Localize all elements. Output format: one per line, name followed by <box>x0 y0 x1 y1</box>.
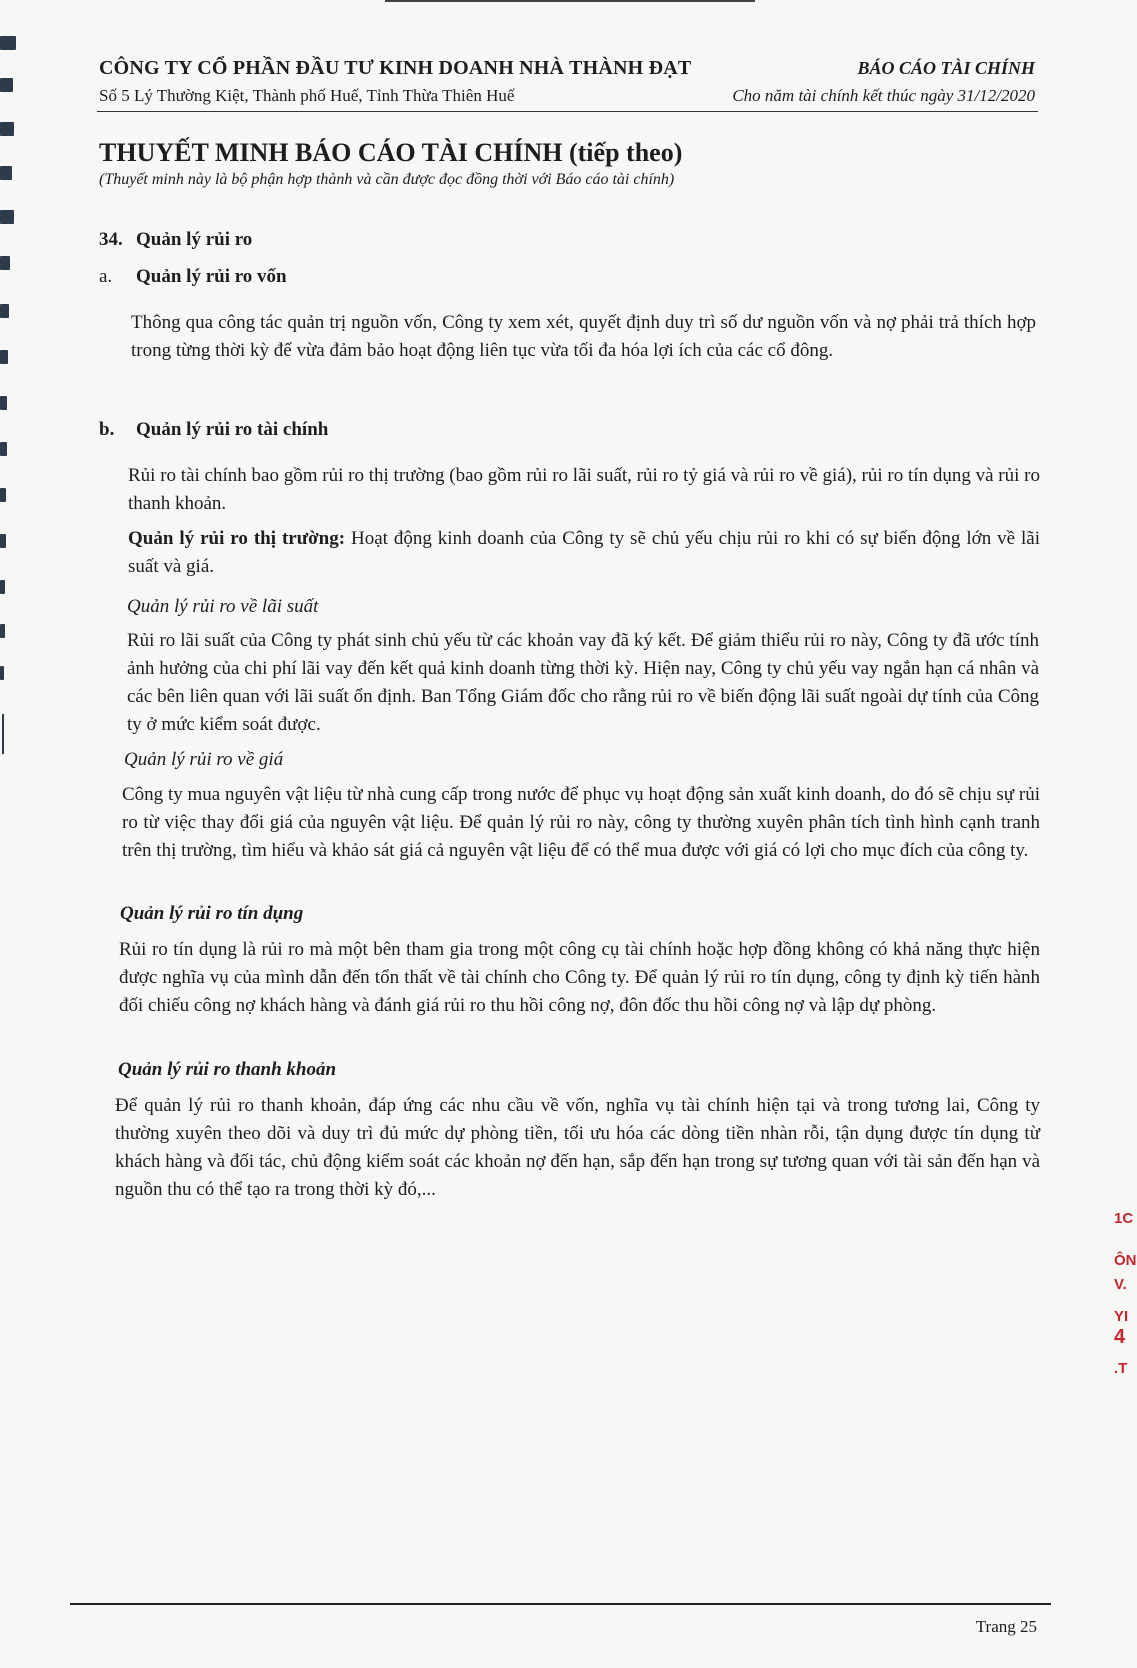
binding-mark <box>0 166 12 180</box>
section-title: Quản lý rủi ro <box>136 229 253 250</box>
report-period: Cho năm tài chính kết thúc ngày 31/12/2020 <box>732 86 1035 105</box>
binding-mark <box>0 210 14 224</box>
binding-mark <box>0 396 7 410</box>
subsection-label: b. <box>99 419 115 440</box>
credit-risk-heading: Quản lý rủi ro tín dụng <box>120 903 304 924</box>
page-top-edge-line <box>385 0 755 2</box>
liquidity-risk-paragraph: Để quản lý rủi ro thanh khoản, đáp ứng các nhu cầu về vốn, nghĩa vụ tài chính hiện tại và trong tương lai, Công ty thường xuyên theo dõi và duy trì đủ mức dự phòng tiền, tối ưu hóa các dòng tiền nhàn rỗi, tận dụng được tín dụng từ khách hàng và đối tác, chủ động kiểm soát các khoản nợ đến hạn, sắp đến hạn trong sự tương quan với tài sản đến hạn và nguồn thu có thể tạo ra trong thời kỳ đó,... <box>115 1095 1040 1200</box>
company-name: CÔNG TY CỔ PHẦN ĐẦU TƯ KINH DOANH NHÀ THÀNH ĐẠT <box>99 57 692 79</box>
financial-risk-intro: Rủi ro tài chính bao gồm rủi ro thị trường (bao gồm rủi ro lãi suất, rủi ro tỷ giá và rủi ro về giá), rủi ro tín dụng và rủi ro thanh khoản. <box>128 465 1040 514</box>
price-risk-paragraph: Công ty mua nguyên vật liệu từ nhà cung cấp trong nước để phục vụ hoạt động sản xuất kinh doanh, do đó sẽ chịu sự rủi ro từ việc thay đổi giá của nguyên vật liệu. Để quản lý rủi ro này, công ty thường xuyên phân tích tình hình cạnh tranh trên thị trường, tìm hiểu và khảo sát giá cả nguyên vật liệu để có thể mua được với giá có lợi cho mục đích của công ty. <box>122 784 1040 861</box>
liquidity-risk-heading: Quản lý rủi ro thanh khoản <box>118 1059 337 1080</box>
subsection-label: a. <box>99 266 113 287</box>
interest-risk-paragraph: Rủi ro lãi suất của Công ty phát sinh chủ yếu từ các khoản vay đã ký kết. Để giảm thiểu rủi ro này, Công ty đã ước tính ảnh hưởng của chi phí lãi vay đến kết quả kinh doanh từng thời kỳ. Hiện nay, Công ty chủ yếu vay ngắn hạn cá nhân và các bên liên quan với lãi suất ổn định. Ban Tổng Giám đốc cho rằng rủi ro về biến động lãi suất ngoài dự tính của Công ty ở mức kiểm soát được. <box>127 630 1039 735</box>
page-number: Trang 25 <box>975 1617 1037 1636</box>
footer-divider <box>70 1603 1051 1605</box>
subsection-a-heading <box>99 266 287 288</box>
capital-risk-paragraph: Thông qua công tác quản trị nguồn vốn, Công ty xem xét, quyết định duy trì số dư nguồn vốn và nợ phải trả thích hợp trong từng thời kỳ để vừa đảm bảo hoạt động liên tục vừa tối đa hóa lợi ích của các cổ đông. <box>131 312 1036 361</box>
document-subtitle: (Thuyết minh này là bộ phận hợp thành và cần được đọc đồng thời với Báo cáo tài chính) <box>99 171 675 188</box>
market-risk-paragraph <box>128 525 1040 581</box>
header-divider <box>97 111 1038 112</box>
binding-mark <box>2 714 4 754</box>
binding-mark <box>0 666 4 680</box>
subsection-title: Quản lý rủi ro tài chính <box>136 419 329 440</box>
stamp-text: ÔN <box>1114 1252 1137 1269</box>
binding-mark <box>0 488 6 502</box>
binding-mark <box>0 442 7 456</box>
document-title: THUYẾT MINH BÁO CÁO TÀI CHÍNH (tiếp theo) <box>99 138 683 167</box>
binding-mark <box>0 256 10 270</box>
section-number: 34. <box>99 229 123 250</box>
market-risk-text: Hoạt động kinh doanh của Công ty sẽ chủ yếu chịu rủi ro khi có sự biến động lớn về lãi suất và giá. <box>128 528 1041 577</box>
binding-mark <box>0 350 8 364</box>
market-risk-label: Quản lý rủi ro thị trường: <box>128 528 346 549</box>
binding-mark <box>0 580 5 594</box>
binding-mark <box>0 78 13 92</box>
subsection-title: Quản lý rủi ro vốn <box>136 266 287 287</box>
stamp-text: 1C <box>1114 1210 1134 1227</box>
stamp-text: YI <box>1114 1308 1129 1325</box>
binding-holes <box>0 24 18 784</box>
binding-mark <box>0 534 6 548</box>
subsection-b-heading <box>99 419 328 441</box>
stamp-text: 4 <box>1114 1326 1126 1348</box>
price-risk-heading: Quản lý rủi ro về giá <box>124 749 284 770</box>
stamp-text: .T <box>1114 1360 1128 1377</box>
binding-mark <box>0 122 14 136</box>
report-title: BÁO CÁO TÀI CHÍNH <box>857 58 1035 78</box>
stamp-text: V. <box>1114 1276 1127 1293</box>
section-34-heading <box>99 229 252 251</box>
binding-mark <box>0 304 9 318</box>
interest-risk-heading: Quản lý rủi ro về lãi suất <box>127 596 319 617</box>
company-address: Số 5 Lý Thường Kiệt, Thành phố Huế, Tỉnh Thừa Thiên Huế <box>99 86 515 105</box>
red-stamp-fragment <box>1108 1210 1137 1377</box>
credit-risk-paragraph: Rủi ro tín dụng là rủi ro mà một bên tham gia trong một công cụ tài chính hoặc hợp đồng không có khả năng thực hiện được nghĩa vụ của mình dẫn đến tổn thất về tài chính cho Công ty. Để quản lý rủi ro tín dụng, công ty định kỳ tiến hành đối chiếu công nợ khách hàng và đánh giá rủi ro thu hồi công nợ, đôn đốc thu hồi công nợ và lập dự phòng. <box>119 939 1040 1016</box>
binding-mark <box>0 36 16 50</box>
binding-mark <box>0 624 5 638</box>
